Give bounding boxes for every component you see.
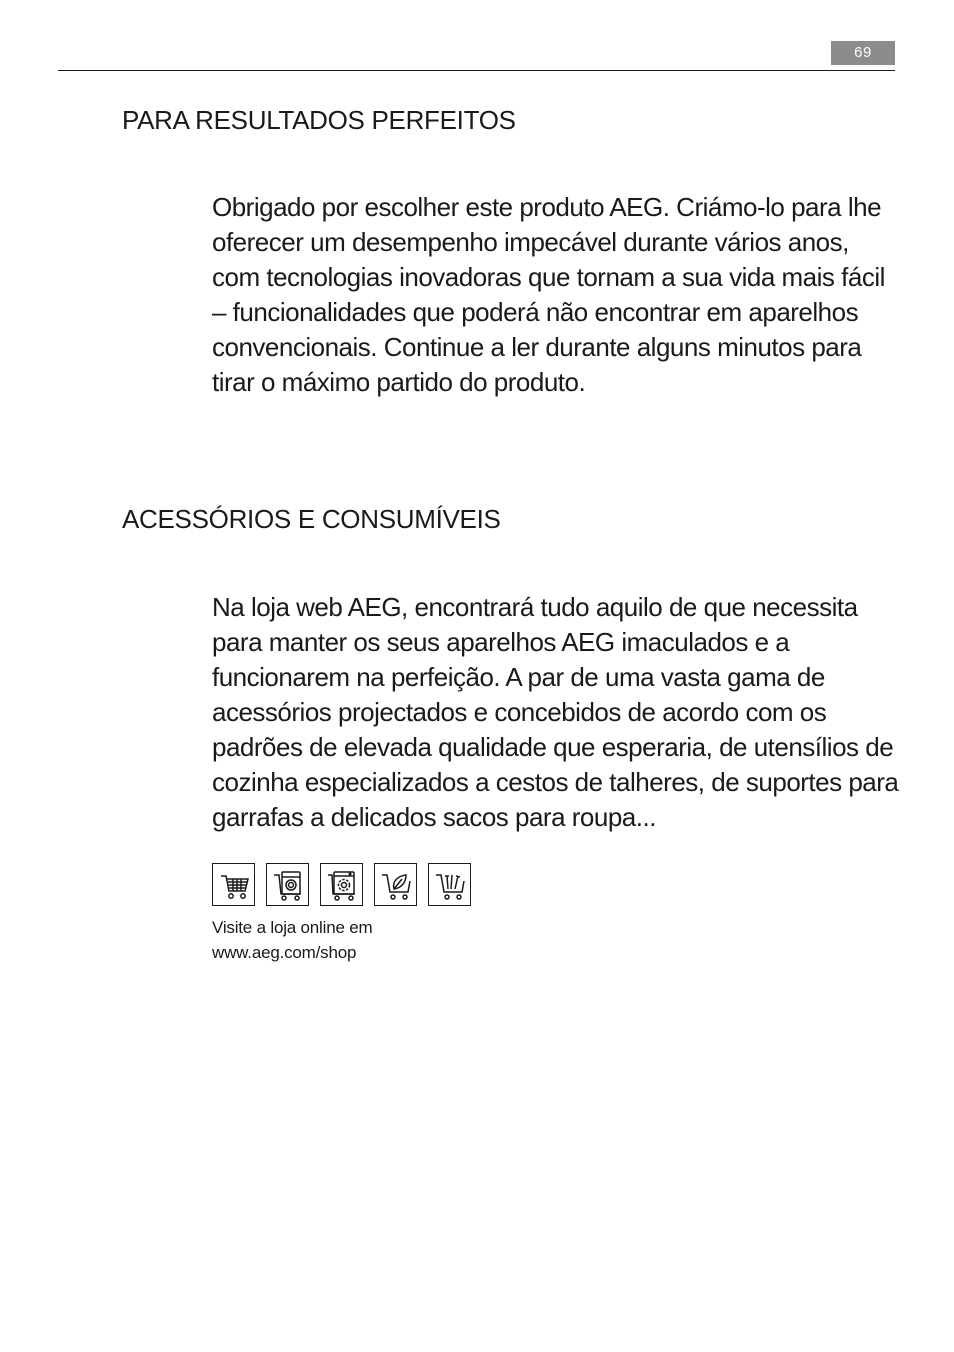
cart-settings-icon <box>320 863 363 906</box>
header-rule <box>58 70 895 71</box>
shop-url-link[interactable]: www.aeg.com/shop <box>212 943 357 962</box>
page-number: 69 <box>831 41 895 65</box>
section-heading-accessories: ACESSÓRIOS E CONSUMÍVEIS <box>122 504 501 534</box>
shop-caption-line1: Visite a loja online em <box>212 918 373 937</box>
shopping-cart-icon <box>212 863 255 906</box>
shop-caption <box>212 915 372 965</box>
section-body-accessories: Na loja web AEG, encontrará tudo aquilo de que necessita para manter os seus aparelhos AEG imaculados e a funcionarem na perfeição. A par de uma vasta gama de acessórios projectados e concebidos de acordo com os padrões de elevada qualidade que esperaria, de utensílios de cozinha especializados a cestos de talheres, de suportes para garrafas a delicados sacos para roupa... <box>212 592 899 832</box>
shop-icon-row <box>212 863 471 906</box>
cart-leaf-icon <box>374 863 417 906</box>
section-heading-results: PARA RESULTADOS PERFEITOS <box>122 105 516 135</box>
section-body-results: Obrigado por escolher este produto AEG. Criámo-lo para lhe oferecer um desempenho impecável durante vários anos, com tecnologias inovadoras que tornam a sua vida mais fácil – funcionalidades que poderá não encontrar em aparelhos convencionais. Continue a ler durante alguns minutos para tirar o máximo partido do produto. <box>212 192 885 397</box>
cart-utensils-icon <box>428 863 471 906</box>
cart-washing-machine-icon <box>266 863 309 906</box>
